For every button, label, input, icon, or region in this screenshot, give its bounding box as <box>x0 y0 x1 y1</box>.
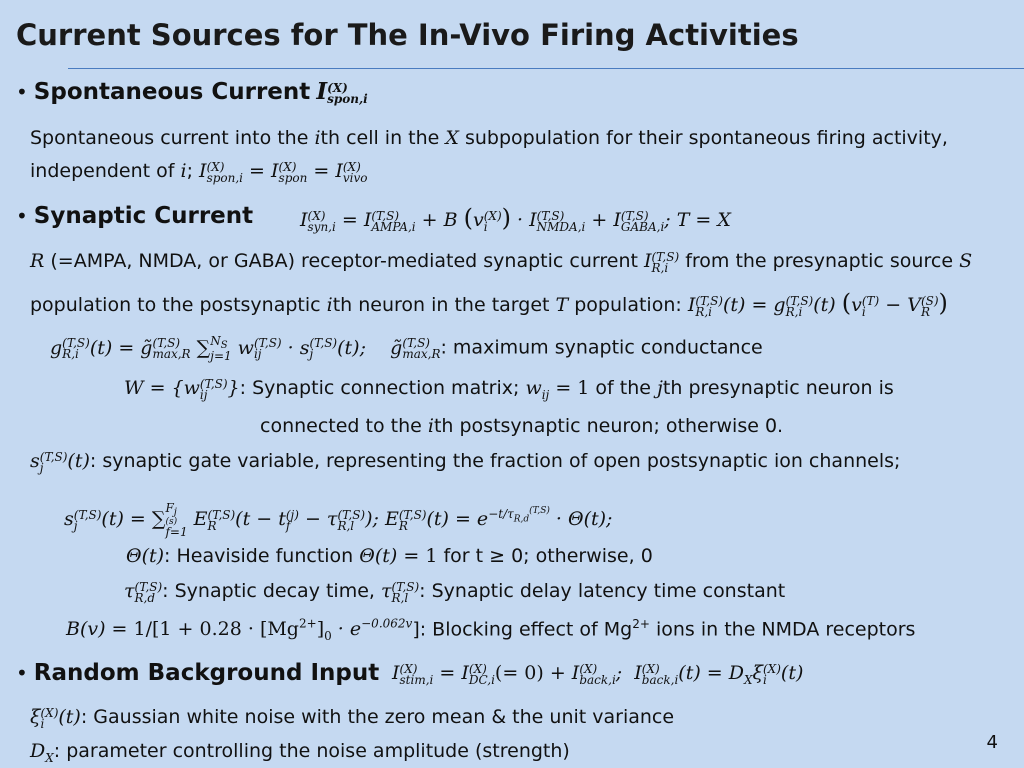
blocking-desc: $B(v) = 1/[1 + 0.28 \cdot [Mg^{2+}]_0 \cdot e^{-0.062v}]$: Blocking effect of $Mg^{2+}$ ions in the NMDA receptors <box>66 617 916 644</box>
title-divider <box>68 68 1024 69</box>
noise-desc: ξ (X) i (t): Gaussian white noise with the zero mean & the unit variance <box>30 705 675 731</box>
population-desc: population to the postsynaptic ith neuron in the target T population: I (T,S) R,i (t) = g (T,S) R,i (t) (v (T) i − V (S) R ) <box>30 289 948 319</box>
page-number: 4 <box>986 732 998 753</box>
heaviside-desc: Θ(t): Heaviside function Θ(t) = 1 for t ≥ 0; otherwise, 0 <box>126 545 653 567</box>
synaptic-heading: • Synaptic Current <box>16 203 254 229</box>
conductance-eq: g (T,S) R,i (t) = g̃ (T,S) max,R ∑ $N_S$ j=1 w (T,S) ij · s (T,S) j (t); g̃ (T,S) max,R : maximum synaptic conductance <box>50 334 763 364</box>
gate-eq: s (T,S) j (t) = ∑ $F_j$ (s) f=1 E (T,S) R (t − t (j) f − τ (T,S) R,l ); E (T,S) R $(t) = e^{-t/\tau_{R,d}^{(T,S)}} \cdot \Theta(t)$; <box>64 501 613 540</box>
bullet-icon: • <box>16 80 28 104</box>
random-eq: I (X) stim,i = I (X) DC,i (= 0) + I (X) back,i ; I (X) back,i $(t) = D_X\xi$ (X) i (t) <box>392 661 804 687</box>
spontaneous-eq: independent of i; I (X) spon,i = I (X) spon = I (X) vivo <box>30 159 368 185</box>
page-title: Current Sources for The In-Vivo Firing Activities <box>16 18 799 52</box>
w-matrix-desc-2: connected to the ith postsynaptic neuron; otherwise 0. <box>260 415 784 437</box>
spontaneous-heading: • Spontaneous Current I (X) spon,i <box>16 78 368 106</box>
spontaneous-desc: Spontaneous current into the ith cell in the X subpopulation for their spontaneous firing activity, <box>30 127 948 149</box>
tau-desc: τ (T,S) R,d : Synaptic decay time, τ (T,S) R,l : Synaptic delay latency time constant <box>124 579 786 605</box>
random-heading: • Random Background Input <box>16 660 380 686</box>
bullet-icon: • <box>16 661 28 685</box>
synaptic-eq: I (X) syn,i = I (T,S) AMPA,i + B (v (X) i ) · I (T,S) NMDA,i + I (T,S) GABA,i ; T = X <box>300 204 731 234</box>
bullet-icon: • <box>16 204 28 228</box>
gate-variable-desc: s (T,S) j (t): synaptic gate variable, representing the fraction of open postsynaptic ion channels; <box>30 449 901 475</box>
spon-symbol: I (X) spon,i <box>316 78 368 106</box>
w-matrix-desc: W = {w (T,S) ij }: Synaptic connection matrix; $w_{ij} = 1$ of the jth presynaptic neuron is <box>124 376 894 402</box>
receptor-desc: R (=AMPA, NMDA, or GABA) receptor-mediated synaptic current I (T,S) R,i from the presynaptic source S <box>30 249 973 275</box>
amplitude-desc: $D_X$: parameter controlling the noise amplitude (strength) <box>30 740 570 765</box>
